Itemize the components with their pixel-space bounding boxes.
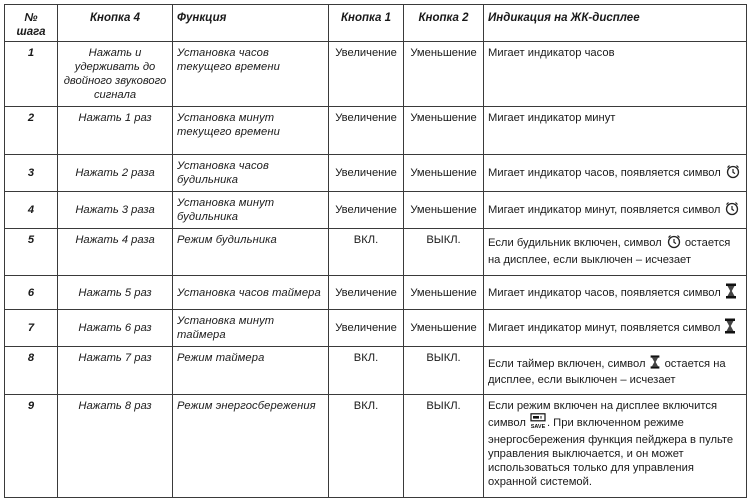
button1-action: Увеличение xyxy=(329,310,404,347)
function-cell: Установка часов текущего времени xyxy=(173,42,329,107)
button1-action: Увеличение xyxy=(329,42,404,107)
save-mode-icon xyxy=(529,413,547,433)
programming-steps-table xyxy=(4,4,747,498)
lcd-indication xyxy=(484,310,747,347)
button2-action: Уменьшение xyxy=(404,192,484,229)
header-button-4: Кнопка 4 xyxy=(58,5,173,42)
step-number: 3 xyxy=(5,155,58,192)
button2-action: ВЫКЛ. xyxy=(404,395,484,498)
lcd-indication: Мигает индикатор минут xyxy=(484,107,747,155)
step-number: 4 xyxy=(5,192,58,229)
table-row xyxy=(5,310,747,347)
function-cell: Установка минут таймера xyxy=(173,310,329,347)
step-number: 2 xyxy=(5,107,58,155)
lcd-text: Мигает индикатор минут, появляется символ xyxy=(488,203,721,216)
function-cell: Режим будильника xyxy=(173,229,329,276)
button1-action: ВКЛ. xyxy=(329,395,404,498)
lcd-indication: Мигает индикатор часов xyxy=(484,42,747,107)
button4-action: Нажать 4 раза xyxy=(58,229,173,276)
function-cell: Установка минут будильника xyxy=(173,192,329,229)
button1-action: Увеличение xyxy=(329,107,404,155)
step-number: 8 xyxy=(5,347,58,395)
lcd-text-end: остается на дисплее, если выключен – исчезает xyxy=(488,236,731,266)
button4-action: Нажать 8 раз xyxy=(58,395,173,498)
function-cell: Режим таймера xyxy=(173,347,329,395)
button2-action: Уменьшение xyxy=(404,310,484,347)
lcd-text-end: остается на дисплее, если выключен – исчезает xyxy=(488,357,726,386)
button2-action: ВЫКЛ. xyxy=(404,229,484,276)
header-button-1: Кнопка 1 xyxy=(329,5,404,42)
lcd-indication xyxy=(484,155,747,192)
button2-action: ВЫКЛ. xyxy=(404,347,484,395)
function-cell: Установка часов таймера xyxy=(173,276,329,310)
step-number: 9 xyxy=(5,395,58,498)
header-button-2: Кнопка 2 xyxy=(404,5,484,42)
lcd-text: Мигает индикатор часов, появляется символ xyxy=(488,286,721,299)
table-row xyxy=(5,347,747,395)
table-row xyxy=(5,42,747,107)
button4-action: Нажать и удерживать до двойного звукового сигнала xyxy=(58,42,173,107)
hourglass-icon xyxy=(724,318,736,338)
lcd-indication xyxy=(484,192,747,229)
function-cell: Установка минут текущего времени xyxy=(173,107,329,155)
button2-action: Уменьшение xyxy=(404,42,484,107)
button2-action: Уменьшение xyxy=(404,276,484,310)
lcd-text-start: Если будильник включен, символ xyxy=(488,236,662,249)
function-cell: Режим энергосбережения xyxy=(173,395,329,498)
button4-action: Нажать 1 раз xyxy=(58,107,173,155)
button1-action: ВКЛ. xyxy=(329,229,404,276)
step-number: 6 xyxy=(5,276,58,310)
lcd-text: Мигает индикатор минут, появляется символ xyxy=(488,321,721,334)
step-number: 5 xyxy=(5,229,58,276)
header-lcd-indication: Индикация на ЖК-дисплее xyxy=(484,5,747,42)
header-step-number: № шага xyxy=(5,5,58,42)
table-row xyxy=(5,192,747,229)
lcd-indication xyxy=(484,347,747,395)
button4-action: Нажать 5 раз xyxy=(58,276,173,310)
lcd-indication xyxy=(484,395,747,498)
lcd-text-end: . При включенном режиме энергосбережения функция пейджера в пульте управления выключается, и он может использоваться только для управления охранной системой. xyxy=(488,416,734,488)
button1-action: Увеличение xyxy=(329,155,404,192)
button4-action: Нажать 3 раза xyxy=(58,192,173,229)
lcd-text: Мигает индикатор часов, появляется символ xyxy=(488,166,721,179)
button2-action: Уменьшение xyxy=(404,107,484,155)
lcd-text-start: Если таймер включен, символ xyxy=(488,357,646,370)
table-row xyxy=(5,229,747,276)
table-row xyxy=(5,155,747,192)
lcd-indication xyxy=(484,229,747,276)
header-function: Функция xyxy=(173,5,329,42)
alarm-clock-icon xyxy=(724,200,740,220)
button4-action: Нажать 2 раза xyxy=(58,155,173,192)
hourglass-icon xyxy=(649,355,661,373)
button4-action: Нажать 6 раз xyxy=(58,310,173,347)
button2-action: Уменьшение xyxy=(404,155,484,192)
save-icon-label: SAVE xyxy=(530,424,546,429)
step-number: 1 xyxy=(5,42,58,107)
button1-action: Увеличение xyxy=(329,276,404,310)
lcd-text-start: Если режим включен на дисплее включится символ xyxy=(488,400,718,429)
hourglass-icon xyxy=(725,283,737,303)
table-row xyxy=(5,107,747,155)
table-header-row xyxy=(5,5,747,42)
button1-action: Увеличение xyxy=(329,192,404,229)
alarm-clock-icon xyxy=(666,233,682,253)
table-row xyxy=(5,395,747,498)
alarm-clock-icon xyxy=(725,163,741,183)
button4-action: Нажать 7 раз xyxy=(58,347,173,395)
function-cell: Установка часов будильника xyxy=(173,155,329,192)
table-row xyxy=(5,276,747,310)
lcd-indication xyxy=(484,276,747,310)
button1-action: ВКЛ. xyxy=(329,347,404,395)
step-number: 7 xyxy=(5,310,58,347)
